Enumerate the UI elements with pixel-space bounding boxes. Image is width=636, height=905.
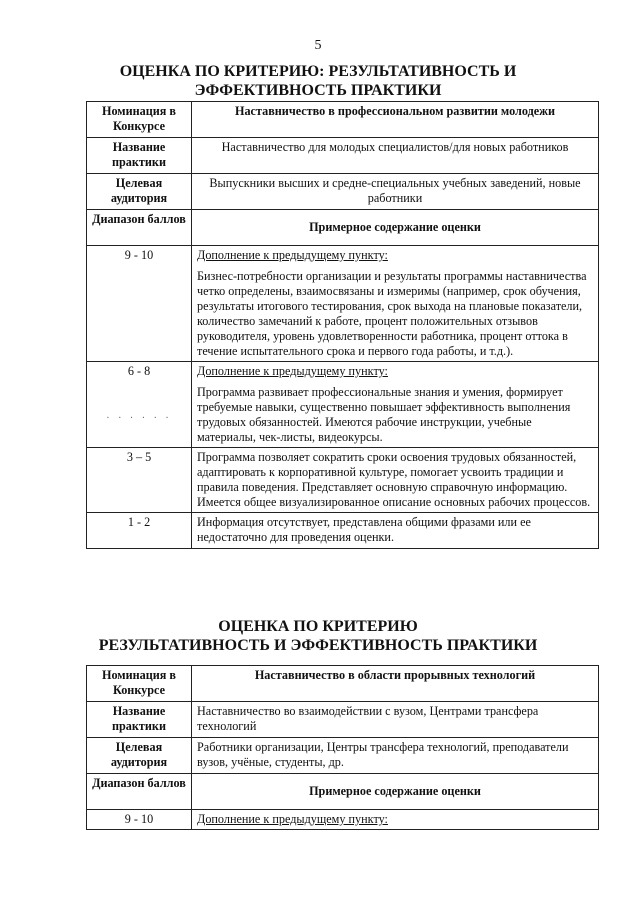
score-range: 3 – 5	[87, 448, 192, 513]
section1-table	[86, 101, 599, 549]
score-description	[192, 362, 599, 448]
table-row	[87, 448, 599, 513]
audience-label: Целевая аудитория	[87, 174, 192, 210]
score-text: Программа позволяет сократить сроки освоения трудовых обязанностей, адаптировать к корпоративной культуре, помогает усвоить традиции и правила поведения. Представляет основную справочную информацию. Имеется общее визуализированное описание основных рабочих процессов.	[192, 448, 599, 513]
content-label: Примерное содержание оценки	[192, 210, 599, 246]
practice-label: Название практики	[87, 138, 192, 174]
range-label: Диапазон баллов	[87, 210, 192, 246]
score-text: Программа развивает профессиональные знания и умения, формирует требуемые навыки, существенно повышает эффективность выполнения трудовых обязанностей. Имеются рабочие инструкции, учебные материалы, чек-листы, видеокурсы.	[197, 385, 571, 444]
score-range: 1 - 2	[87, 513, 192, 549]
table-row	[87, 210, 599, 246]
section2-title	[40, 617, 596, 655]
practice-label: Название практики	[87, 702, 192, 738]
table-row	[87, 138, 599, 174]
score-description	[192, 810, 599, 830]
table-row	[87, 174, 599, 210]
nomination-label: Номинация в Конкурсе	[87, 666, 192, 702]
score-text: Бизнес-потребности организации и результаты программы наставничества четко определены, взаимосвязаны и измеримы (например, срок обучения, результаты итогового тестирования, срок выхода на плановые показатели, количество замечаний к работе, процент положительных отзывов руководителя, уровень удовлетворенности работника, процент оттока в течение испытательного срока и первого года работы, и т.д.).	[197, 269, 587, 358]
audience-label: Целевая аудитория	[87, 738, 192, 774]
audience-value: Выпускники высших и средне-специальных учебных заведений, новые работники	[192, 174, 599, 210]
nomination-value: Наставничество в профессиональном развитии молодежи	[192, 102, 599, 138]
practice-value: Наставничество во взаимодействии с вузом, Центрами трансфера технологий	[192, 702, 599, 738]
score-range: 9 - 10	[87, 810, 192, 830]
table-row	[87, 246, 599, 362]
table-row	[87, 810, 599, 830]
nomination-value: Наставничество в области прорывных технологий	[192, 666, 599, 702]
addition-note: Дополнение к предыдущему пункту:	[197, 364, 388, 378]
table-row	[87, 774, 599, 810]
section2-title-line1: ОЦЕНКА ПО КРИТЕРИЮ	[218, 618, 418, 635]
table-row	[87, 702, 599, 738]
score-range: 9 - 10	[87, 246, 192, 362]
content-label: Примерное содержание оценки	[192, 774, 599, 810]
table-row	[87, 666, 599, 702]
score-description	[192, 246, 599, 362]
nomination-label: Номинация в Конкурсе	[87, 102, 192, 138]
score-range: 6 - 8	[127, 364, 151, 378]
section1-title-line1: ОЦЕНКА ПО КРИТЕРИЮ: РЕЗУЛЬТАТИВНОСТЬ И	[119, 63, 517, 80]
table-row	[87, 738, 599, 774]
table-row	[87, 513, 599, 549]
range-label: Диапазон баллов	[87, 774, 192, 810]
section1-title	[40, 62, 596, 100]
page-number: 5	[314, 38, 322, 53]
section2-table	[86, 665, 599, 830]
dotted-mark: · · · · · ·	[106, 413, 172, 424]
addition-note: Дополнение к предыдущему пункту:	[197, 248, 388, 262]
audience-value: Работники организации, Центры трансфера технологий, преподаватели вузов, учёные, студенты, др.	[192, 738, 599, 774]
section2-title-line2: РЕЗУЛЬТАТИВНОСТЬ И ЭФФЕКТИВНОСТЬ ПРАКТИКИ	[98, 637, 538, 654]
section1-title-line2: ЭФФЕКТИВНОСТЬ ПРАКТИКИ	[194, 82, 442, 99]
table-row	[87, 362, 599, 448]
score-range-cell	[87, 362, 192, 448]
addition-note: Дополнение к предыдущему пункту:	[197, 812, 388, 826]
practice-value: Наставничество для молодых специалистов/для новых работников	[192, 138, 599, 174]
table-row	[87, 102, 599, 138]
score-text: Информация отсутствует, представлена общими фразами или ее недостаточно для проведения оценки.	[192, 513, 599, 549]
